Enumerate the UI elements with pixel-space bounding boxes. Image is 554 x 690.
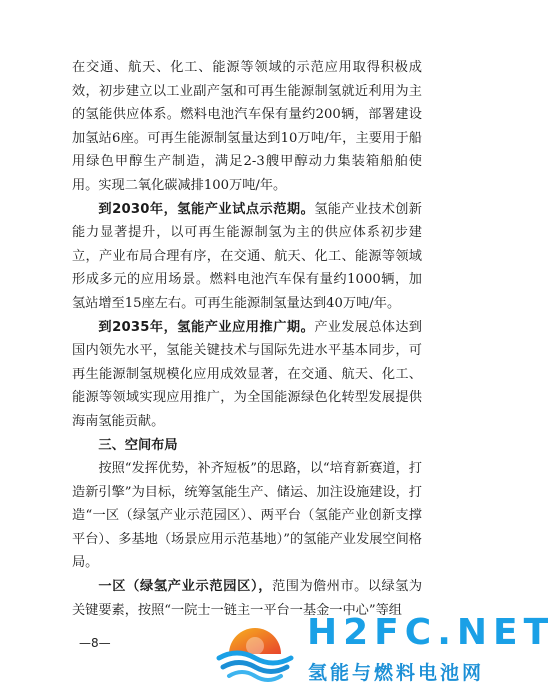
watermark-title: H2FC.NET: [307, 612, 554, 653]
page-number: —8—: [79, 636, 111, 650]
paragraph-layout: [72, 457, 422, 575]
paragraph-1-text: 在交通、航天、化工、能源等领域的示范应用取得积极成效，初步建立以工业副产氢和可再生能源制氢就近利用为主的氢能供应体系。燃料电池汽车保有量约200辆，部署建设加氢站6座。可再生能源制氢量达到10万吨/年，主要用于船用绿色甲醇生产制造，满足2-3艘甲醇动力集装箱船舶使用。实现二氧化碳减排100万吨/年。: [72, 60, 422, 193]
paragraph-2035-text: 产业发展总体达到国内领先水平，氢能关键技术与国际先进水平基本同步，可再生能源制氢规模化应用成效显著，在交通、航天、化工、能源等领域实现应用推广，为全国能源绿色化转型发展提供海南氢能贡献。: [72, 319, 422, 429]
paragraph-one-zone-lead: 一区（绿氢产业示范园区），: [98, 579, 273, 595]
paragraph-2030-text: 氢能产业技术创新能力显著提升，以可再生能源制氢为主的供应体系初步建立，产业布局合理有序，在交通、航天、化工、能源等领域形成多元的应用场景。燃料电池汽车保有量约1000辆，加氢站增至15座左右。可再生能源制氢量达到40万吨/年。: [72, 201, 422, 311]
watermark-subtitle: 氢能与燃料电池网: [308, 662, 485, 684]
section-heading: 三、空间布局: [98, 437, 178, 453]
watermark: [215, 608, 554, 686]
h2fc-logo-icon: [215, 610, 295, 682]
document-body: [72, 56, 422, 622]
paragraph-2030: [72, 198, 422, 316]
paragraph-layout-text: 按照“发挥优势，补齐短板”的思路，以“培育新赛道，打造新引擎”为目标，统筹氢能生产、储运、加注设施建设，打造“一区（绿氢产业示范园区）、两平台（氢能产业创新支撑平台）、多基地（场景应用示范基地）”的氢能产业发展空间格局。: [72, 461, 422, 571]
paragraph-2035-lead: 到2035年，氢能产业应用推广期。: [98, 319, 315, 335]
paragraph-1: [72, 56, 422, 198]
paragraph-2035: [72, 316, 422, 434]
paragraph-2030-lead: 到2030年，氢能产业试点示范期。: [98, 201, 315, 217]
paragraph-one-zone-text: 范围为儋州市。以绿氢为关键要素，按照“一院士一链主一平台一基金一中心”等组: [72, 579, 423, 618]
